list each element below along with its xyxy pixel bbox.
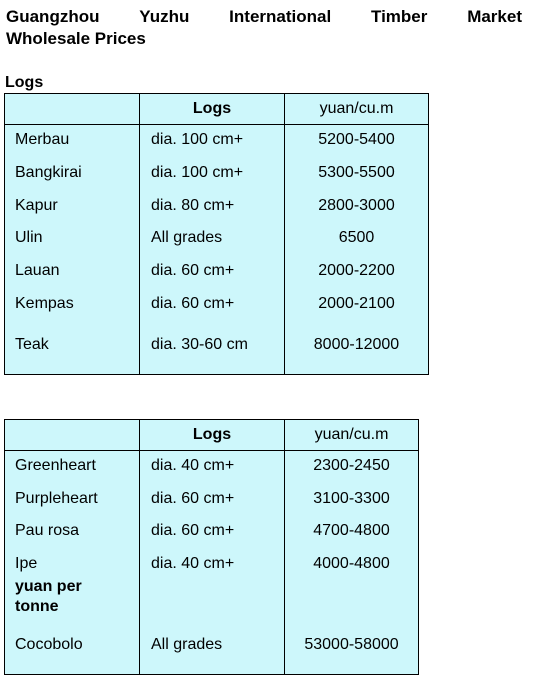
price-cell: 53000-58000: [304, 636, 399, 653]
price-cell: 4700-4800: [313, 522, 390, 539]
header-blank-cell: [5, 94, 140, 125]
title-word: Market: [467, 7, 522, 26]
price-cell: 2000-2200: [318, 262, 395, 279]
species-cell: Merbau: [15, 131, 70, 148]
grade-cell: dia. 60 cm+: [151, 490, 235, 507]
grade-column: [140, 451, 285, 675]
price-cell: 5300-5500: [318, 164, 395, 181]
title-word: Guangzhou: [6, 7, 100, 26]
table-header-row: [5, 94, 429, 125]
grade-cell: dia. 60 cm+: [151, 295, 235, 312]
logs-price-table-2: [4, 419, 419, 675]
title-word: Timber: [371, 7, 428, 26]
price-cell: 3100-3300: [313, 490, 390, 507]
price-column: [285, 451, 419, 675]
price-cell: 2800-3000: [318, 197, 395, 214]
price-column: [285, 125, 429, 375]
species-cell: Cocobolo: [15, 636, 83, 653]
table-header-row: [5, 420, 419, 451]
price-cell: 2000-2100: [318, 295, 395, 312]
species-column: [5, 451, 140, 675]
species-column: [5, 125, 140, 375]
grade-cell: dia. 40 cm+: [151, 457, 235, 474]
price-cell: 4000-4800: [313, 555, 390, 572]
price-cell: 2300-2450: [313, 457, 390, 474]
title-word: Yuzhu: [139, 7, 190, 26]
price-cell: 8000-12000: [313, 336, 400, 353]
page-title: [6, 6, 522, 50]
grade-cell: All grades: [151, 229, 223, 246]
species-cell: Ipe: [15, 555, 38, 572]
grade-cell: dia. 80 cm+: [151, 197, 235, 214]
unit-subheading: yuan per tonne: [15, 578, 82, 615]
header-blank-cell: [5, 420, 140, 451]
header-unit-cell: yuan/cu.m: [285, 94, 429, 125]
species-cell: Lauan: [15, 262, 60, 279]
logs-price-table-1: [4, 93, 429, 375]
section-label: Logs: [5, 74, 44, 91]
grade-cell: dia. 100 cm+: [151, 131, 244, 148]
species-cell: Purpleheart: [15, 490, 98, 507]
grade-column: [140, 125, 285, 375]
price-cell: 5200-5400: [318, 131, 395, 148]
table-body: [5, 125, 429, 375]
title-word: International: [229, 7, 332, 26]
price-cell: 6500: [338, 229, 375, 246]
title-line-2: Wholesale Prices: [6, 29, 146, 48]
grade-cell: All grades: [151, 636, 223, 653]
header-logs-cell: Logs: [140, 94, 285, 125]
grade-cell: dia. 40 cm+: [151, 555, 235, 572]
species-cell: Pau rosa: [15, 522, 80, 539]
grade-cell: dia. 60 cm+: [151, 262, 235, 279]
grade-cell: dia. 30-60 cm: [151, 336, 248, 353]
species-cell: Kempas: [15, 295, 74, 312]
title-line-1: [6, 6, 522, 28]
species-cell: Kapur: [15, 197, 58, 214]
table-body: [5, 451, 419, 675]
header-logs-cell: Logs: [140, 420, 285, 451]
species-cell: Ulin: [15, 229, 43, 246]
grade-cell: dia. 100 cm+: [151, 164, 244, 181]
species-cell: Bangkirai: [15, 164, 82, 181]
species-cell: Teak: [15, 336, 49, 353]
header-unit-cell: yuan/cu.m: [285, 420, 419, 451]
species-cell: Greenheart: [15, 457, 96, 474]
grade-cell: dia. 60 cm+: [151, 522, 235, 539]
